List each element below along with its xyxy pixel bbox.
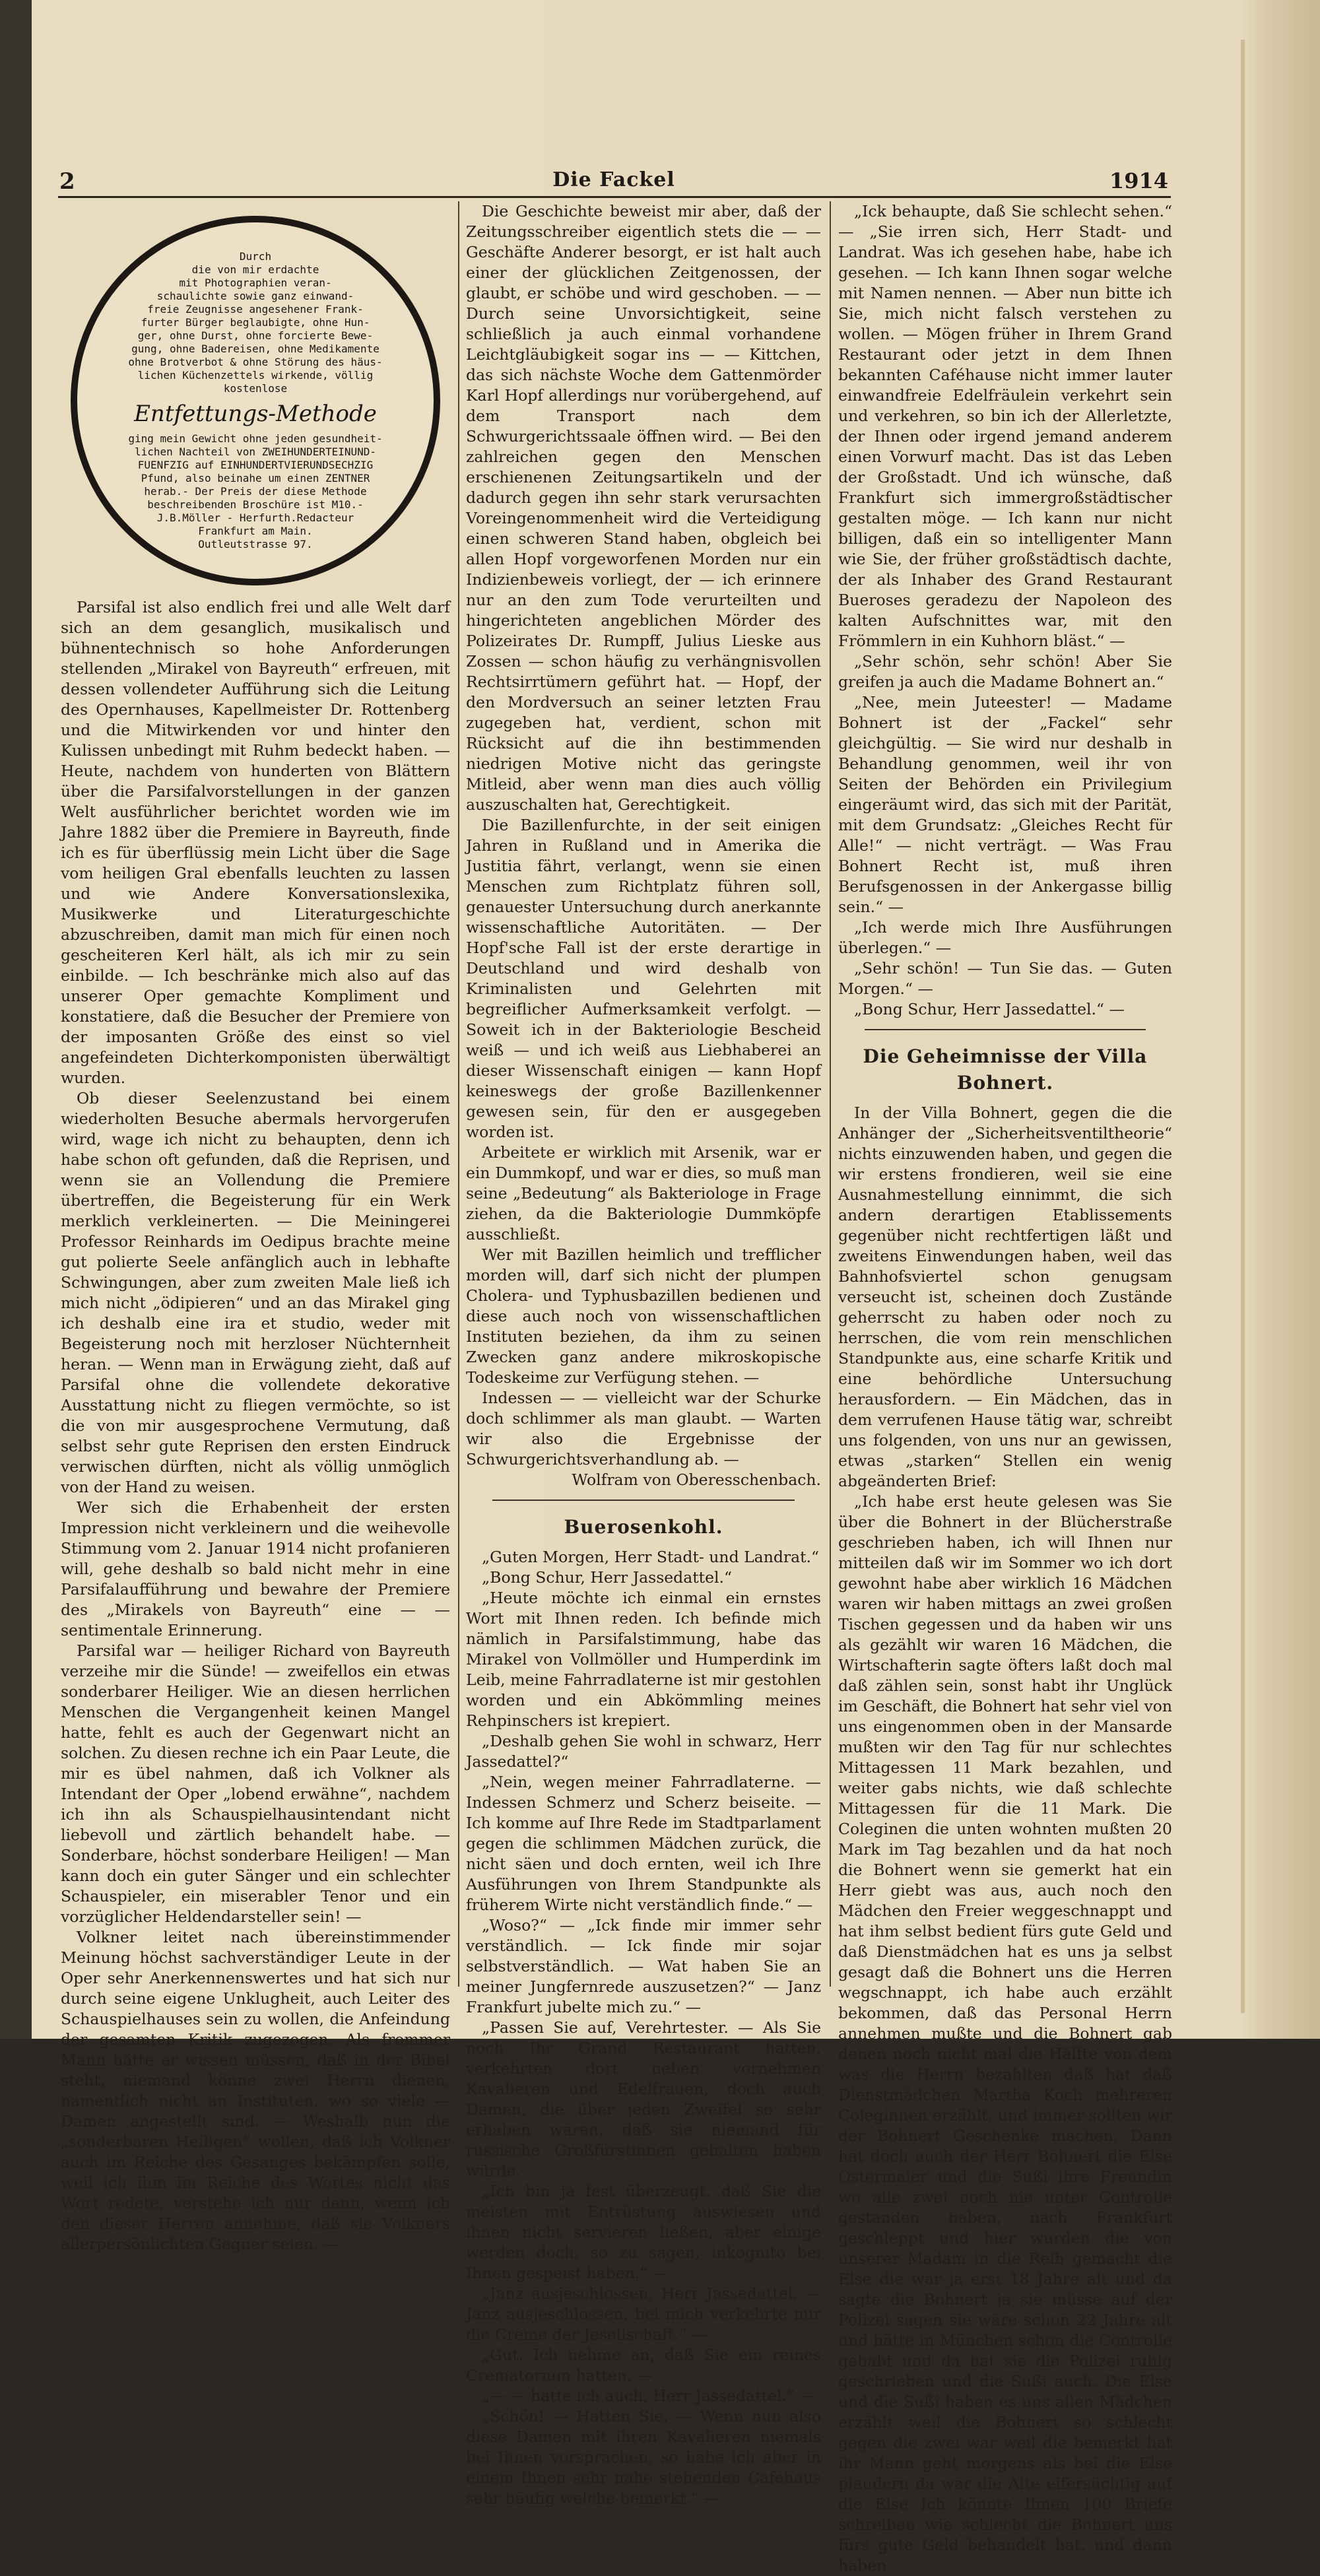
ad-line: J.B.Möller - Herfurth.Redacteur [156,512,354,524]
dialogue-line: „Nee, mein Juteester! — Madame Bohnert ist der „Fackel“ sehr gleichgültig. — Sie wird nur deshalb in Behandlung genommen, weil ihr von Seiten der Behörden ein Privilegium eingeräumt wird, das sich mit der Parität, mit dem Grundsatz: „Gleiches Recht für Alle!“ — nicht verträgt. — Was Frau Bohnert Recht ist, muß ihren Berufsgenossen in der Ankergasse billig sein.“ — [838,693,1172,916]
letter-paragraph: „Ich habe erst heute gelesen was Sie über die Bohnert in der Blücherstraße geschrieben haben, ich will Ihnen nur mitteilen daß wir im Sommer wo ich dort gewohnt habe aber wirklich 16 Mädchen waren wir haben mittags an zwei großen Tischen gegessen und da haben wir uns als gezählt wir waren 16 Mädchen, die Wirtschafterin sagte öfters laßt doch mal daß zählen sein, sonst habt ihr Unglück im Geschäft, die Bohnert hat sehr viel von uns eingenommen oben in der Mansarde mußten wir den Tag für nur schlechtes Mittagessen 11 Mark bezahlen, und weiter gabs nichts, wie daß schlechte Mittagessen für die 11 Mark. Die Coleginen die unten wohnten mußten 20 Mark im Tag bezahlen und da hat noch die Bohnert wenn sie gemerkt hat ein Herr giebt was aus, auch noch den Mädchen den Freier weggeschnappt und hat ihm selbst bedient fürs gute Geld und daß Dienstmädchen hat es uns ja selbst gesagt daß die Bohnert uns die Herren wegschnappt, ich habe auch erzählt bekommen, daß das Personal Herrn annehmen mußte und die Bohnert gab denen noch nicht mal die Hälfte von dem was die Herrn bezahlten daß hat daß Dienstmädchen Martha Koch mehreren Coleginnen erzählt, und immer sollten wir der Bohnert Geschenke machen. Dann hat doch auch der Herr Bohnert die Else Ostermaier und die Sußi ihre Freundin wo alle zwei noch nie unter Controlle gestanden haben, nach Frankfurt geschleppt und hier wurden die von unserer Madam in die Reih gemacht die Else die war ja erst 18 Jahre alt und da sagte die Bohnert ja sie müsse auf der Polizei sagen sie wäre schon 22 Jahre alt und hätte in München schon die Controlle gehabt und da hat sie die Polizei ruhig geschrieben und die Sußi auch. Die Else und die Sußi haben es uns allen Mädchen erzählt weil die Bohnert so schlecht gegen die zwei war weil die bemerkt hat ihr Mann geht morgens als bei die Else plaudern da war die Alte eifersüchtig auf die Else Ich könnte Ihnen 100 Briefe schreiben wie schlecht die Bohnert uns fürs gute Geld behandelt hat, und dann haben [838,1492,1172,2575]
page-header [59,168,1168,195]
ad-line: die von mir erdachte [191,263,319,276]
dialogue-line: „Passen Sie auf, Verehrtester. — Als Sie noch Ihr Grand Restaurant hatten, verkehrten dort neben vornehmen Kavalieren und Edelfrauen, doch auch Damen, die über jeden Zweifel so sehr erhaben waren, daß sie niemand für russische Großfürstinnen gehalten haben würde. [466,2018,821,2180]
article-paragraph: Ob dieser Seelenzustand bei einem wiederholten Besuche abermals hervorgerufen wird, wage ich nicht zu behaupten, denn ich habe schon oft gefunden, daß die Reprisen, und wenn sie an Vollendung die Premiere übertreffen, die Begeisterung für ein Werk merklich verkleinerten. — Die Meiningerei Professor Reinhards im Oedipus brachte meine gut polierte Seele anfänglich auch in lebhafte Schwingungen, aber zum zweiten Male ließ ich mich nicht „ödipieren“ und an das Mirakel ging ich deshalb eine ira et studio, weder mit Begeisterung noch mit herzloser Nüchternheit heran. — Wenn man in Erwägung zieht, daß auf Parsifal ohne die vollendete dekorative Ausstattung nicht zu fliegen vermöchte, so ist die von mir ausgesprochene Vermutung, daß selbst sehr gute Reprisen den ersten Eindruck verwischen dürften, nicht als völlig unmöglich von der Hand zu weisen. [61,1089,450,1496]
ad-line: Pfund, also beinahe um einen ZENTNER [141,472,370,484]
ad-line: Frankfurt am Main. [198,525,313,537]
ad-line: beschreibenden Broschüre ist M10.- [147,498,364,511]
ad-line: gung, ohne Badereisen, ohne Medikamente [131,343,380,355]
dialogue-line: „Ick behaupte, daß Sie schlecht sehen.“ — „Sie irren sich, Herr Stadt- und Landrat. Was ich gesehen habe, habe ich gesehen. — Ich kann Ihnen sogar welche mit Namen nennen. — Aber nun bitte ich Sie, mich nicht falsch verstehen zu wollen. — Mögen früher in Ihrem Grand Restaurant oder jetzt in dem Ihnen bekannten Caféhause nicht immer lauter einwandfreie Edelfräulein verkehrt sein und verkehren, so bin ich der Allerletzte, der Ihnen oder irgend jemand anderem einen Vorwurf macht. Das ist das Leben der Großstadt. Und ich wünsche, daß Frankfurt sich immergroßstädtischer gestalten möge. — Ich kann nur nicht billigen, daß ein so intelligenter Mann wie Sie, der früher großstädtisch dachte, der als Inhaber des Grand Restaurant Bueroses geradezu der Napoleon des kalten Aufschnittes war, mit den Frömmlern in ein Kuhhorn bläst.“ — [838,202,1172,650]
ad-line: kostenlose [223,382,288,395]
dialogue-line: „Schön! — Hatten Sie. — Wenn nun also diese Damen mit ihren Kavalieren niemals bei Ihnen vorsprachen, so habe ich aber in einem Ihnen sehr nahe stehenden Caféhaus sehr häufig welche bemerkt.“ — [466,2407,821,2507]
dialogue-line: „Nein, wegen meiner Fahrradlaterne. — Indessen Schmerz und Scherz beiseite. — Ich komme auf Ihre Rede im Stadtparlament gegen die schlimmen Mädchen zurück, die nicht säen und doch ernten, weil ich Ihre Ausführungen von Ihrem Standpunkte als früherem Wirte nicht verständlich finde.“ — [466,1773,821,1914]
dialogue-line: „Bong Schur, Herr Jassedattel.“ [482,1568,733,1587]
article-paragraph: Parsifal ist also endlich frei und alle Welt darf sich an dem gesanglich, musikalisch und bühnentechnisch so hohe Anforderungen stellenden „Mirakel von Bayreuth“ erfreuen, mit dessen vollendeter Aufführung sich die Leitung des Opernhauses, Kapellmeister Dr. Rottenberg und die Mitwirkenden vor und hinter den Kulissen unbedingt mit Ruhm bedeckt haben. — Heute, nachdem von hunderten von Blättern über die Parsifalvorstellungen in der ganzen Welt ausführlicher berichtet worden wie im Jahre 1882 über die Premiere in Bayreuth, finde ich es für überflüssig mein Licht über die Sage vom heiligen Gral ebenfalls leuchten zu lassen und wie Andere Konversationslexika, Musikwerke und Literaturgeschichte abzuschreiben, damit man mich für einen noch gescheiteren Kerl hält, als ich mir zu sein einbilde. — Ich beschränke mich also auf das unserer Oper gemachte Kompliment und konstatiere, daß die Besucher der Premiere von der imposanten Größe des einst so viel angefeindeten Dichterkomponisten überwältigt wurden. [61,598,450,1087]
dialogue-line: „Ich werde mich Ihre Ausführungen überlegen.“ — [838,918,1172,957]
ad-line: ohne Brotverbot & ohne Störung des häus- [128,356,383,368]
author-signature: Wolfram von Oberesschenbach. [572,1470,821,1489]
dialogue-line: „Sehr schön, sehr schön! Aber Sie greifen ja auch die Madame Bohnert an.“ [838,652,1172,691]
ad-line: lichen Nachteil von ZWEIHUNDERTEINUND- [134,446,377,458]
article-paragraph: Die Geschichte beweist mir aber, daß der Zeitungsschreiber eigentlich stets die — — Geschäfte Anderer besorgt, er ist halt auch einer der glücklichen Zeitgenossen, der glaubt, er schöbe und wird geschoben. — — Durch seine Unvorsichtigkeit, seine schließlich ja auch einmal vorhandene Leichtgläubigkeit sogar ins — — Kittchen, das sich nächste Woche dem Gattenmörder Karl Hopf allerdings nur vorübergehend, auf dem Transport nach dem Schwurgerichtssaale öffnen wird. — Bei den zahlreichen gegen den Menschen erschienenen Zeitungsartikeln und der dadurch gegen ihn sehr stark verursachten Voreingenommenheit wird die Verteidigung einen schweren Stand haben, obgleich bei allen Hopf vorgeworfenen Morden nur ein Indizienbeweis vorliegt, der — ich erinnere nur an den zum Tode verurteilten und hingerichteten angeblichen Mörder des Polizeirates Dr. Rumpff, Julius Lieske aus Zossen — schon häufig zu verhängnisvollen Rechtsirrtümern geführt hat. — Hopf, der den Mordversuch an seiner letzten Frau zugegeben hat, verdient, schon mit Rücksicht auf die ihn bestimmenden niedrigen Motive nicht das geringste Mitleid, aber wenn man dies auch völlig auszuschalten hat, Gerechtigkeit. [466,202,821,814]
article-paragraph: In der Villa Bohnert, gegen die die Anhänger der „Sicherheitsventiltheorie“ nichts einzuwenden haben, und gegen die wir erstens frondieren, weil sie eine Ausnahmestellung einnimmt, die sich andern derartigen Etablissements gegenüber nicht rechtfertigen läßt und zweitens Einwendungen haben, weil das Bahnhofsviertel schon genugsam verseucht ist, scheinen doch Zustände geherrscht zu haben oder noch zu herrschen, die vom rein menschlichen Standpunkte aus, eine scharfe Kritik und eine behördliche Untersuchung herausfordern. — Ein Mädchen, das in dem verrufenen Hause tätig war, schreibt uns folgenden, von uns nur an gewissen, etwas „starken“ Stellen ein wenig abgeänderten Brief: [838,1104,1172,1490]
ad-line: FUENFZIG auf EINHUNDERTVIERUNDSECHZIG [137,459,374,471]
article-paragraph: Wer sich die Erhabenheit der ersten Impression nicht verkleinern und die weihevolle Stimmung vom 2. Januar 1914 nicht profanieren will, gehe deshalb so bald nicht mehr in eine Parsifalaufführung und bewahre der Premiere des „Mirakels von Bayreuth“ eine — — sentimentale Erinnerung. [61,1498,450,1639]
section-divider [865,1029,1146,1030]
dialogue-line: „Gut. Ich nehme an, daß Sie ein reines Crematorium hatten. — [466,2346,821,2385]
dialogue-line: „— — hatte ich auch, Herr Jassedattel.“ — [482,2387,815,2405]
article-paragraph: Die Bazillenfurchte, in der seit einigen Jahren in Rußland und in Amerika die Justitia fährt, verlangt, wenn sie einen Menschen zum Richtplatz führen soll, genauester Untersuchung durch anerkannte wissenschaftliche Autoritäten. — Der Hopf'sche Fall ist der erste derartige in Deutschland und wird deshalb von Kriminalisten und Gelehrten mit begreiflicher Aufmerksamkeit verfolgt. — Soweit ich in der Bakteriologie Bescheid weiß — und ich weiß aus Liebhaberei an dieser Wissenschaft einigen — kann Hopf keineswegs der große Bazillenkenner gewesen sein, für den er ausgegeben worden ist. [466,816,821,1141]
dialogue-line: „Deshalb gehen Sie wohl in schwarz, Herr Jassedattel?“ [466,1732,821,1771]
ad-title: Entfettungs-Methode [134,401,377,427]
ad-line: herab.- Der Preis der diese Methode [144,485,367,498]
article-paragraph: Arbeitete er wirklich mit Arsenik, war er ein Dummkopf, und war er dies, so muß man seine „Bedeutung“ als Bakteriologe in Frage ziehen, da die Bakteriologie Dummköpfe ausschließt. [466,1143,821,1243]
dialogue-line: „Sehr schön! — Tun Sie das. — Guten Morgen.“ — [838,959,1172,998]
page-number: 2 [59,168,75,195]
section-divider [492,1500,795,1501]
column-divider [458,201,459,1987]
section-headline: Buerosenkohl. [564,1516,723,1538]
dialogue-line: „Ich bin ja fest überzeugt, daß Sie die meisten mit Entrüstung auswiesen und ihnen nicht servieren ließen, aber einige werden doch, so zu sagen, inkognito bei Ihnen gespeist haben.“ — [466,2182,821,2282]
dialogue-line: „Bong Schur, Herr Jassedattel.“ — [854,1000,1125,1018]
dialogue-line: „Janz ausjeschlossen, Herr Jassedattel. — Janz ausjeschlossen, bei mich verkehrte nur die Crème der Jesellschaft.“ — [466,2284,821,2344]
masthead-title: Die Fackel [552,168,675,191]
section-headline: Die Geheimnisse der Villa Bohnert. [863,1045,1148,1094]
column-divider [830,201,831,1987]
page-year: 1914 [1109,168,1168,193]
column-2 [466,201,821,2509]
column-1 [61,201,450,2255]
ad-line: ger, ohne Durst, ohne forcierte Bewe- [137,329,374,342]
column-3 [838,201,1172,2576]
article-paragraph: Volkner leitet nach übereinstimmender Meinung höchst sachverständiger Leute in der Oper sehr Anerkennenswertes und hat sich nur durch seine eigene Unklugheit, auch Leiter des Schauspielhauses sein zu wollen, die Anfeindung der gesamten Kritik zugezogen. Als frommer Mann hätte er wissen müssen, daß in der Bibel steht, niemand könne zwei Herrn dienen, namentlich nicht an Instituten, wo so viele — Damen angestellt sind. — Weshalb nun die „sonderbaren Heiligen“ wollen, daß ich Volkner auch im Reiche des Gesanges bekämpfen solle, weil ich ihm im Reiche des Wortes nicht das Wort redete, verstehe ich nur dann, wenn ich den dieser Herren annehme, daß sie Volkners allerpersönlichten Gegner seien. — [61,1928,450,2253]
ad-text [100,250,411,551]
header-rule [58,196,1171,198]
page-edge [1241,40,1245,2013]
advertisement-stamp [71,216,440,585]
ad-line: mit Photographien veran- [179,277,332,289]
dialogue-line: „Guten Morgen, Herr Stadt- und Landrat.“ [482,1548,820,1566]
dialogue-line: „Woso?“ — „Ick finde mir immer sehr verständlich. — Ick finde mir sojar selbstverständlich. — Wat haben Sie an meiner Jungfernrede auszusetzen?“ — Janz Frankfurt jubelte mich zu.“ — [466,1916,821,2016]
ad-line: Outleutstrasse 97. [198,538,313,550]
article-paragraph: Parsifal war — heiliger Richard von Bayreuth verzeihe mir die Sünde! — zweifellos ein etwas sonderbarer Heiliger. Wie an diesen herrlichen Menschen die Vergangenheit keinen Mangel hatte, fehlt es auch der Gegenwart nicht an solchen. Zu diesen rechne ich ein Paar Leute, die mir es übel nahmen, daß ich Volkner als Intendant der Oper „lobend erwähne“, nachdem ich ihn als Schauspielhausintendant nicht liebevoll und zärtlich behandelt habe. — Sonderbare, höchst sonderbare Heiligen! — Man kann doch ein guter Sänger und ein schlechter Schauspieler, ein miserabler Tenor und ein vorzüglicher Heldendarsteller sein! — [61,1641,450,1926]
dialogue-line: „Heute möchte ich einmal ein ernstes Wort mit Ihnen reden. Ich befinde mich nämlich in Parsifalstimmung, habe das Mirakel von Vollmöller und Humperdink im Leib, meine Fahrradlaterne ist mir gestohlen worden und ein Abkömmling meines Rehpinschers ist krepiert. [466,1589,821,1730]
ad-line: Durch [239,250,272,263]
ad-line: freie Zeugnisse angesehener Frank- [147,303,364,315]
ad-line: furter Bürger beglaubigte, ohne Hun- [141,316,370,329]
ad-line: schaulichte sowie ganz einwand- [156,290,354,302]
ad-line: lichen Küchenzettels wirkende, völlig [137,369,374,381]
article-paragraph: Wer mit Bazillen heimlich und trefflicher morden will, darf sich nicht der plumpen Cholera- und Typhusbazillen bedienen und diese auch noch von wissenschaftlichen Instituten beziehen, da ihm zu seinen Zwecken ganz andere mikroskopische Todeskeime zur Verfügung stehen. — [466,1245,821,1387]
ad-line: ging mein Gewicht ohne jeden gesundheit- [128,432,383,445]
article-paragraph: Indessen — — vielleicht war der Schurke doch schlimmer als man glaubt. — Warten wir also die Ergebnisse der Schwurgerichtsverhandlung ab. — [466,1389,821,1469]
